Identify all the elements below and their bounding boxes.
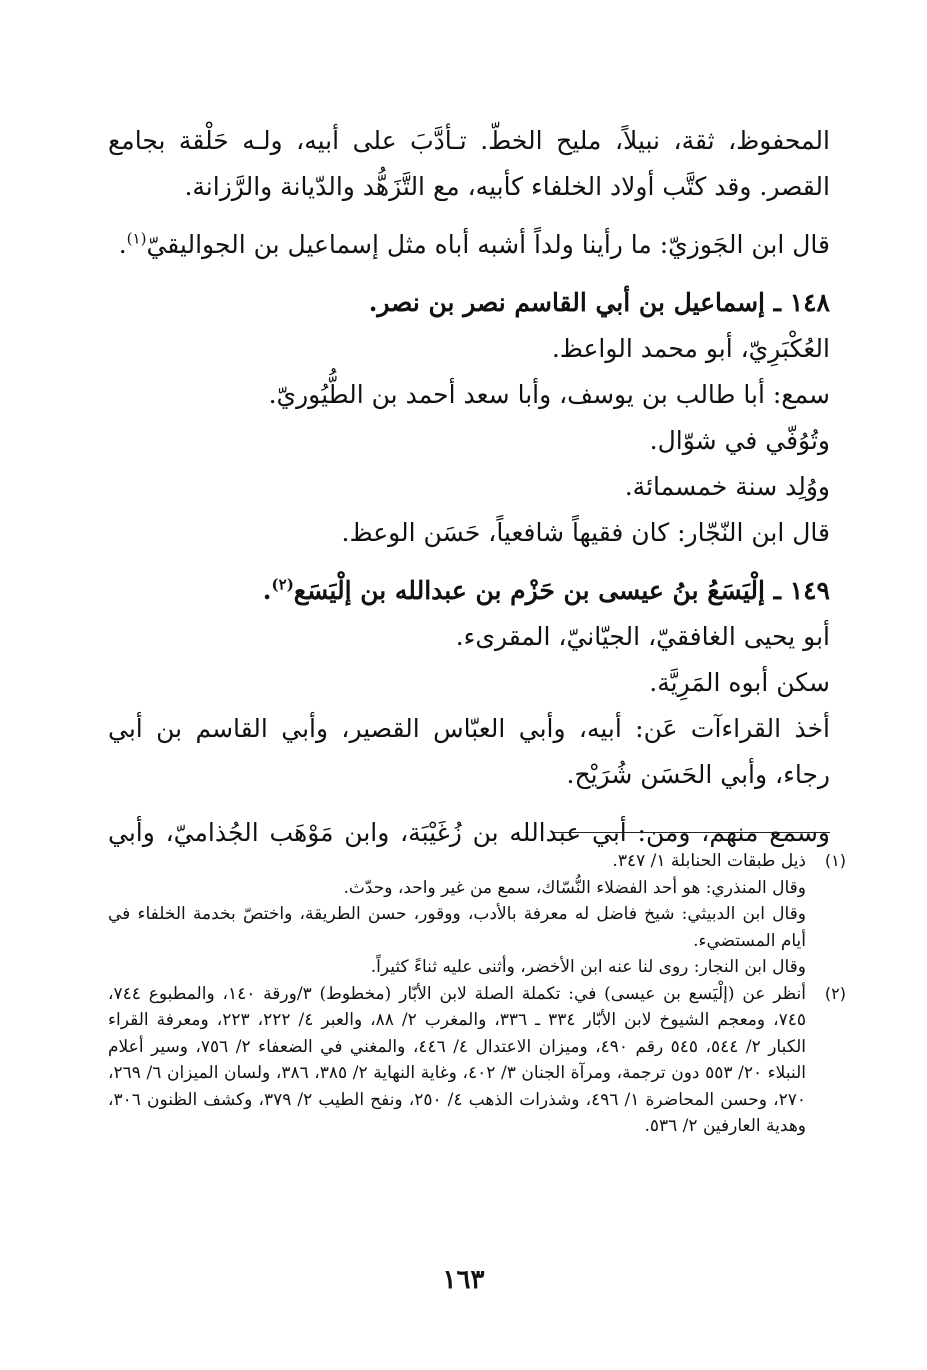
entry-149-qiraat: أخذ القراءآت عَن: أبيه، وأبي العبّاس القصير، وأبي القاسم بن أبي [108, 714, 830, 743]
footnote-number: (١) [824, 851, 846, 870]
footnote-ref: (٢) [271, 575, 294, 594]
paragraph-line: القصر. وقد كتَّب أولاد الخلفاء كأبيه، مع التَّزَهُّد والدّيانة والرَّزانة. [184, 172, 830, 201]
entry-148-heading: ١٤٨ ـ إسماعيل بن أبي القاسم نصر بن نصر. [368, 288, 830, 317]
entry-148-birth: ووُلِد سنة خمسمائة. [624, 472, 830, 501]
footnote-line: وقال ابن النجار: روى لنا عنه ابن الأخضر، وأثنى عليه ثناءً كثيراً. [370, 957, 806, 977]
footnote-line: أنظر عن (إلْيَسع بن عيسى) في: تكملة الصلة لابن الأبّار (مخطوط) ٣/ورقة ١٤٠، والمطبوع ٧٤٤، ٧٤٥، ومعجم الشيوخ لابن الأبّار ٣٣٤ ـ ٣٣٦، والمغرب ٢/ ٨٨، والعبر ٤/ ٢٢٢، ٢٢٣، ومعرفة القراء الكبار ٢/ ٥٤٤، ٥٤٥ رقم ٤٩٠، وميزان الاعتدال ٤/ ٤٤٦، والمغني في الضعفاء ٢/ ٧٥٦، وسير أعلام النبلاء ٢٠/ ٥٥٣ دون ترجمة، ومرآة الجنان ٣/ ٤٠٢، وغاية النهاية ٢/ ٣٨٥، ٣٨٦، ولسان الميزان ٦/ ٢٦٩، ٢٧٠، وحسن المحاضرة ١/ ٤٩٦، وشذرات الذهب ٤/ ٢٥٠، ونفح الطيب ٢/ ٣٧٩، وكشف الظنون ٣٠٦، وهدية العارفين ٢/ ٥٣٦. [108, 983, 807, 1136]
footnote-line: ذيل طبقات الحنابلة ١/ ٣٤٧. [612, 851, 806, 871]
footnote-body [108, 981, 806, 1140]
entry-148-death: وتُوُفّي في شوّال. [649, 426, 830, 455]
footnote-2 [108, 981, 846, 1140]
footnotes [108, 848, 846, 1140]
footnote-divider [553, 832, 830, 833]
footnote-line: وقال ابن الدبيثي: شيخ فاضل له معرفة بالأدب، ووقور، حسن الطريقة، واختصّ بخدمة الخلفاء في أيام المستضيء. [108, 904, 806, 951]
entry-148-teachers: سمع: أبا طالب بن يوسف، وأبا سعد أحمد بن الطُّيُوريّ. [268, 380, 830, 409]
heading-period: . [262, 576, 272, 605]
entry-149-heard: وسمع منهم، ومن: أبي عبدالله بن زُغَيْبَة، وابن مَوْهَب الجُذاميّ، وأبي [108, 818, 830, 847]
quote-text: قال ابن الجَوزيّ: ما رأينا ولداً أشبه أباه مثل إسماعيل بن الجواليقيّ [146, 230, 830, 259]
footnote-body [108, 848, 806, 981]
footnote-number: (٢) [824, 983, 846, 1003]
footnote-ref: (١) [126, 229, 147, 248]
entry-148-nisba: العُكْبَرِيّ، أبو محمد الواعظ. [551, 334, 830, 363]
entry-149-residence: سكن أبوه المَرِيَّة. [649, 668, 830, 697]
entry-149-qiraat-cont: رجاء، وأبي الحَسَن شُرَيْح. [566, 760, 830, 789]
entry-148-najjar: قال ابن النّجّار: كان فقيهاً شافعياً، حَسَن الوعظ. [341, 518, 830, 547]
main-text [108, 118, 830, 856]
footnote-line: وقال المنذري: هو أحد الفضلاء النُّسّاك، سمع من غير واحد، وحدّث. [343, 877, 806, 898]
paragraph-line: المحفوظ، ثقة، نبيلاً، مليح الخطّ. تـأدَّبَ على أبيه، ولـه حَلْقة بجامع [108, 126, 830, 155]
entry-149-title: ١٤٩ ـ إلْيَسَعُ بنُ عيسى بن حَزْم بن عبدالله بن إلْيَسَع [293, 576, 830, 605]
entry-149-kunya: أبو يحيى الغافقيّ، الجيّانيّ، المقرىء. [455, 622, 830, 651]
quote-ibn-jawzi: قال ابن الجَوزيّ: ما رأينا ولداً أشبه أباه مثل إسماعيل بن الجواليقيّ$^{(١)}$. [118, 229, 830, 259]
entry-149-heading [108, 568, 830, 614]
page-number: ١٦٣ [442, 1265, 485, 1295]
footnote-1 [108, 848, 846, 981]
